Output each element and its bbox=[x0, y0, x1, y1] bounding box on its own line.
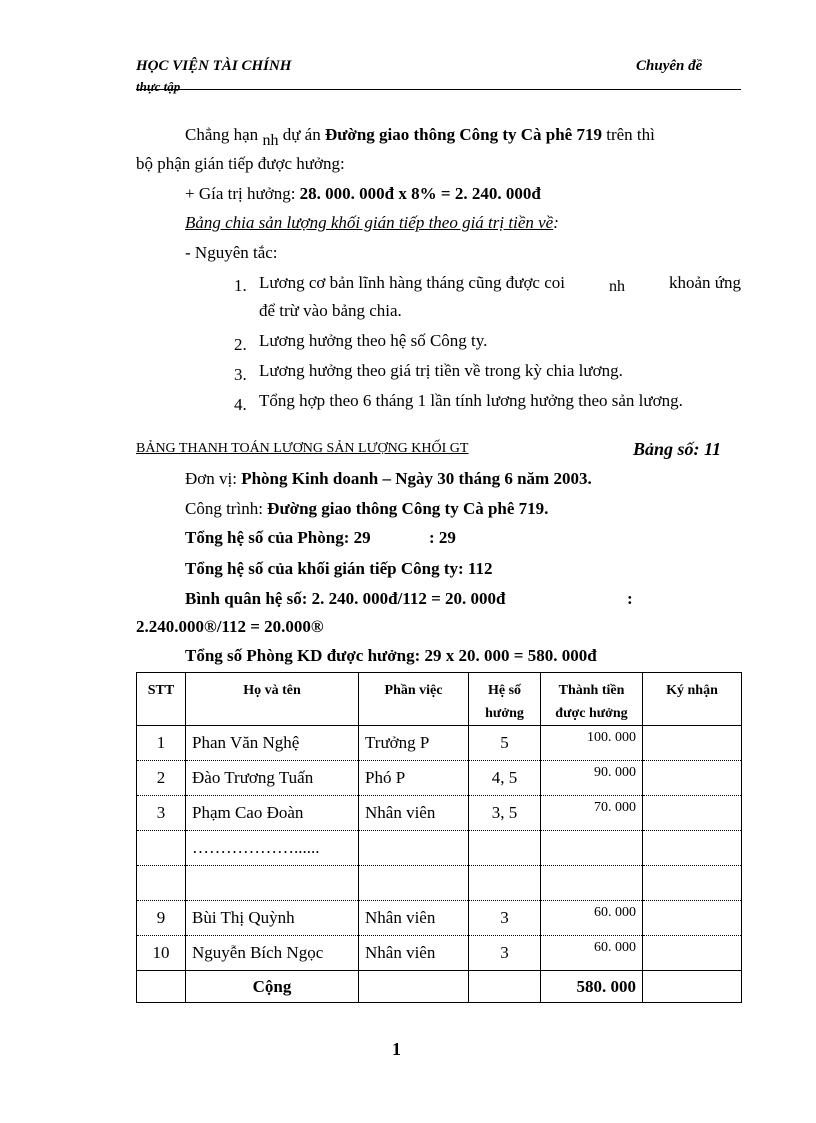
cell-amount: 70. 000 bbox=[541, 796, 643, 831]
cell-name: ………………...... bbox=[186, 831, 359, 866]
cell-sign bbox=[643, 761, 742, 796]
table-total-row bbox=[137, 971, 742, 1003]
cell-stt: 9 bbox=[137, 901, 186, 936]
text-span: Chẳng hạn bbox=[185, 125, 259, 144]
header-rule bbox=[136, 89, 741, 90]
header-role: Phần việc bbox=[359, 673, 469, 726]
total-label: Cộng bbox=[186, 971, 359, 1003]
principle-number-2: 2. bbox=[234, 335, 247, 354]
table-row bbox=[137, 761, 742, 796]
project-name: Đường giao thông Công ty Cà phê 719 bbox=[324, 125, 602, 144]
section-title: BẢNG THANH TOÁN LƯƠNG SẢN LƯỢNG KHỐI GT bbox=[136, 441, 469, 456]
unit-line bbox=[185, 469, 592, 489]
cell-role bbox=[359, 866, 469, 901]
cell-stt: 2 bbox=[137, 761, 186, 796]
principle-number-3: 3. bbox=[234, 365, 247, 384]
avg-coef-line-2: 2.240.000®/112 = 20.000® bbox=[136, 617, 324, 636]
header-name: Họ và tên bbox=[186, 673, 359, 726]
project-line bbox=[185, 499, 548, 519]
cell-sign bbox=[643, 936, 742, 971]
page-number: 1 bbox=[392, 1039, 401, 1059]
cell-sign bbox=[643, 831, 742, 866]
cell-sign bbox=[643, 726, 742, 761]
header-right-label: Chuyên đề bbox=[636, 58, 703, 74]
header-coef bbox=[469, 673, 541, 726]
principle-number-1: 1. bbox=[234, 276, 247, 295]
header-amount-line2: được hưởng bbox=[555, 706, 628, 721]
text-span: Lương cơ bản lĩnh hàng tháng cũng được coi bbox=[259, 273, 565, 292]
project-value: Đường giao thông Công ty Cà phê 719. bbox=[267, 499, 549, 518]
cell-name: Nguyễn Bích Ngọc bbox=[186, 936, 359, 971]
total-role bbox=[359, 971, 469, 1003]
principle-number-4: 4. bbox=[234, 395, 247, 414]
table-row bbox=[137, 936, 742, 971]
text-span: nh bbox=[608, 278, 625, 295]
header-institution: HỌC VIỆN TÀI CHÍNH bbox=[136, 58, 292, 74]
cell-name: Phạm Cao Đoàn bbox=[186, 796, 359, 831]
cell-name: Đào Trương Tuấn bbox=[186, 761, 359, 796]
principle-item-2: Lương hưởng theo hệ số Công ty. bbox=[259, 331, 488, 350]
paragraph-example bbox=[185, 125, 655, 149]
cell-role: Nhân viên bbox=[359, 936, 469, 971]
header-institution-line2: thực tập bbox=[136, 79, 181, 94]
principle-item-4: Tổng hợp theo 6 tháng 1 lần tính lương hưởng theo sản lương. bbox=[259, 391, 683, 410]
text-span: nh bbox=[262, 132, 279, 149]
table-row bbox=[137, 796, 742, 831]
header-amount-line1: Thành tiền bbox=[558, 683, 625, 698]
cell-role bbox=[359, 831, 469, 866]
header-amount bbox=[541, 673, 643, 726]
cell-coef bbox=[469, 831, 541, 866]
cell-coef: 3, 5 bbox=[469, 796, 541, 831]
italic-heading-text: Bảng chia sản lượng khối gián tiếp theo giá trị tiền về bbox=[185, 213, 554, 232]
header-sign: Ký nhận bbox=[643, 673, 742, 726]
value-label: + Gía trị hưởng: bbox=[185, 184, 296, 203]
room-coef-line-2: : 29 bbox=[429, 528, 456, 547]
table-number: Bảng số: 11 bbox=[633, 439, 722, 459]
table-row bbox=[137, 831, 742, 866]
table-header-row bbox=[137, 673, 742, 726]
cell-role: Phó P bbox=[359, 761, 469, 796]
total-stt bbox=[137, 971, 186, 1003]
header-coef-line2: hưởng bbox=[485, 706, 524, 721]
unit-value: Phòng Kinh doanh – Ngày 30 tháng 6 năm 2003. bbox=[241, 469, 592, 488]
table-row bbox=[137, 726, 742, 761]
block-coef-line: Tổng hệ số của khối gián tiếp Công ty: 112 bbox=[185, 559, 493, 578]
cell-role: Nhân viên bbox=[359, 901, 469, 936]
cell-name: Bùi Thị Quỳnh bbox=[186, 901, 359, 936]
italic-heading bbox=[185, 213, 559, 233]
cell-amount: 90. 000 bbox=[541, 761, 643, 796]
principle-item-1 bbox=[259, 273, 741, 293]
avg-coef-colon: : bbox=[627, 589, 633, 608]
unit-label: Đơn vị: bbox=[185, 469, 237, 488]
header-stt: STT bbox=[137, 673, 186, 726]
text-span: khoản ứng bbox=[668, 273, 741, 292]
cell-amount bbox=[541, 831, 643, 866]
total-coef bbox=[469, 971, 541, 1003]
room-coef-line: Tổng hệ số của Phòng: 29 bbox=[185, 528, 371, 547]
value-line bbox=[185, 184, 541, 204]
text-span: dự án bbox=[282, 125, 321, 144]
cell-stt: 10 bbox=[137, 936, 186, 971]
table-row bbox=[137, 901, 742, 936]
principle-item-3: Lương hưởng theo giá trị tiền về trong kỳ chia lương. bbox=[259, 361, 623, 380]
cell-sign bbox=[643, 901, 742, 936]
cell-role: Nhân viên bbox=[359, 796, 469, 831]
cell-stt bbox=[137, 866, 186, 901]
cell-sign bbox=[643, 866, 742, 901]
cell-amount: 60. 000 bbox=[541, 901, 643, 936]
cell-amount bbox=[541, 866, 643, 901]
total-amount: 580. 000 bbox=[541, 971, 643, 1003]
principle-item-1-line2: để trừ vào bảng chia. bbox=[259, 301, 402, 320]
cell-coef bbox=[469, 866, 541, 901]
table-row bbox=[137, 866, 742, 901]
cell-stt: 1 bbox=[137, 726, 186, 761]
salary-table bbox=[136, 672, 742, 1003]
avg-coef-line: Bình quân hệ số: 2. 240. 000đ/112 = 20. 000đ bbox=[185, 589, 506, 608]
cell-coef: 5 bbox=[469, 726, 541, 761]
cell-coef: 4, 5 bbox=[469, 761, 541, 796]
cell-role: Trưởng P bbox=[359, 726, 469, 761]
project-label: Công trình: bbox=[185, 499, 263, 518]
cell-name bbox=[186, 866, 359, 901]
value-formula: 28. 000. 000đ x 8% = 2. 240. 000đ bbox=[299, 184, 541, 203]
italic-heading-colon: : bbox=[553, 213, 559, 232]
cell-stt bbox=[137, 831, 186, 866]
cell-amount: 100. 000 bbox=[541, 726, 643, 761]
total-sign bbox=[643, 971, 742, 1003]
cell-coef: 3 bbox=[469, 936, 541, 971]
cell-stt: 3 bbox=[137, 796, 186, 831]
cell-sign bbox=[643, 796, 742, 831]
total-room-line: Tổng số Phòng KD được hưởng: 29 x 20. 000 = 580. 000đ bbox=[185, 646, 597, 665]
principles-label: - Nguyên tắc: bbox=[185, 243, 278, 262]
header-coef-line1: Hệ số bbox=[487, 683, 522, 698]
cell-name: Phan Văn Nghệ bbox=[186, 726, 359, 761]
text-span: trên thì bbox=[606, 125, 655, 144]
cell-amount: 60. 000 bbox=[541, 936, 643, 971]
cell-coef: 3 bbox=[469, 901, 541, 936]
paragraph-line2: bộ phận gián tiếp được hưởng: bbox=[136, 154, 345, 173]
